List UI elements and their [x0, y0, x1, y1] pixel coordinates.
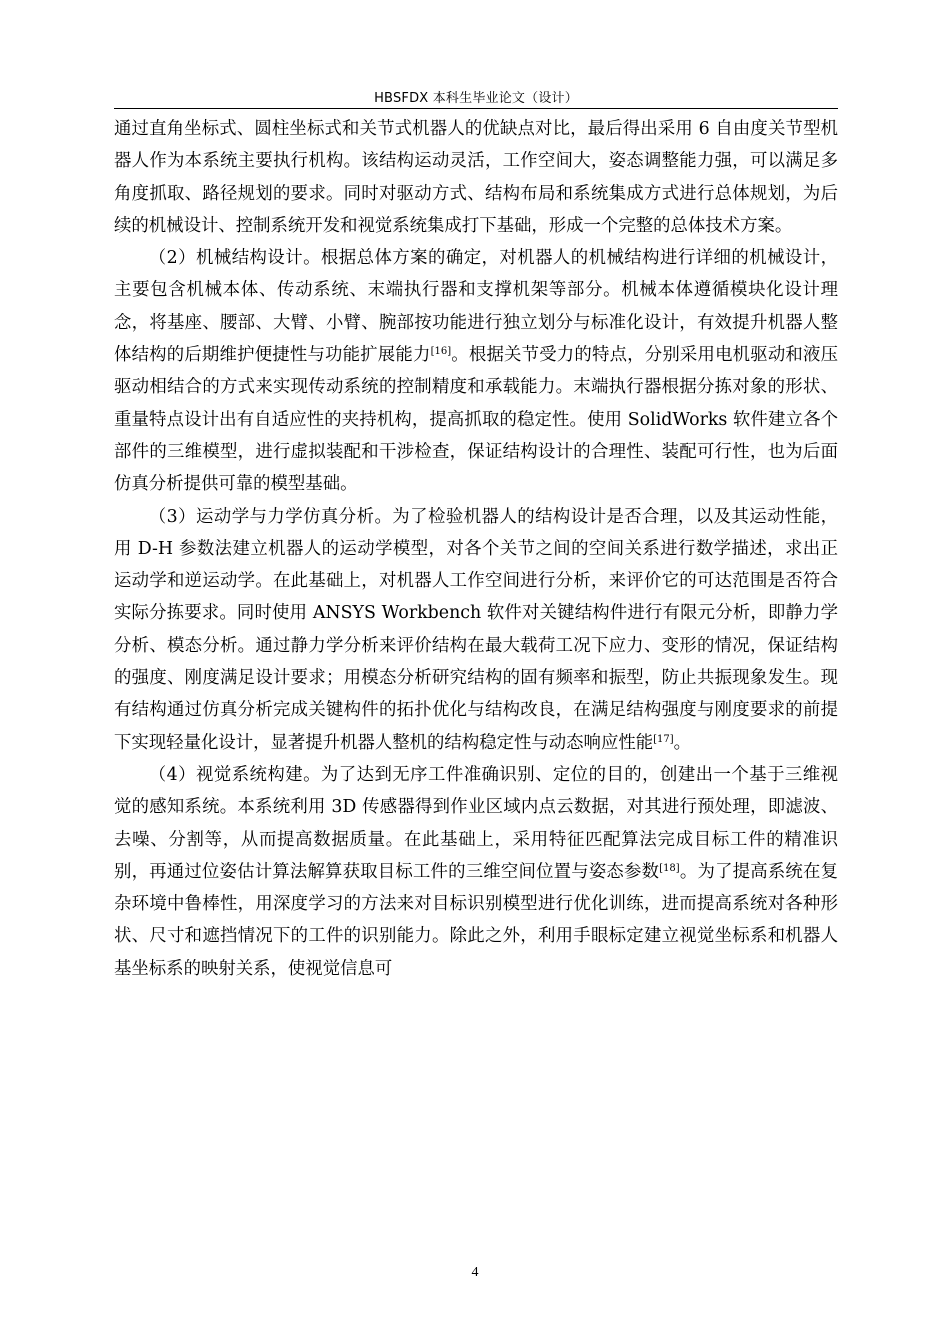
- paragraph-overall-scheme: 通过直角坐标式、圆柱坐标式和关节式机器人的优缺点对比，最后得出采用 6 自由度关节型机器人作为本系统主要执行机构。该结构运动灵活，工作空间大，姿态调整能力强，可以满足多角度抓取、路径规划的要求。同时对驱动方式、结构布局和系统集成方式进行总体规划，为后续的机械设计、控制系统开发和视觉系统集成打下基础，形成一个完整的总体技术方案。: [114, 119, 838, 236]
- paragraph-text: （4）视觉系统构建。为了达到无序工件准确识别、定位的目的，创建出一个基于三维视觉的感知系统。本系统利用 3D 传感器得到作业区域内点云数据，对其进行预处理，即滤波、去噪、分割等，从而提高数据质量。在此基础上，采用特征匹配算法完成目标工件的精准识别，再通过位姿估计算法解算获取目标工件的三维空间位置与姿态参数: [114, 764, 838, 882]
- citation-16: [16]: [430, 346, 452, 358]
- paragraph-vision-system: [114, 759, 838, 985]
- paragraph-kinematics-simulation: [114, 501, 838, 759]
- paragraph-text: 。为了提高系统在复杂环境中鲁棒性，用深度学习的方法来对目标识别模型进行优化训练，进而提高系统对各种形状、尺寸和遮挡情况下的工件的识别能力。除此之外，利用手眼标定建立视觉坐标系和机器人基坐标系的映射关系，使视觉信息可: [114, 861, 838, 979]
- paragraph-text: （3）运动学与力学仿真分析。为了检验机器人的结构设计是否合理，以及其运动性能，用 D-H 参数法建立机器人的运动学模型，对各个关节之间的空间关系进行数学描述，求出正运动学和逆运动学。在此基础上，对机器人工作空间进行分析，来评价它的可达范围是否符合实际分拣要求。同时使用 ANSYS Workbench 软件对关键结构件进行有限元分析，即静力学分析、模态分析。通过静力学分析来评价结构在最大载荷工况下应力、变形的情况，保证结构的强度、刚度满足设计要求；用模态分析研究结构的固有频率和振型，防止共振现象发生。现有结构通过仿真分析完成关键构件的拓扑优化与结构改良，在满足结构强度与刚度要求的前提下实现轻量化设计，显著提升机器人整机的结构稳定性与动态响应性能: [114, 506, 838, 753]
- paragraph-text: 。: [673, 732, 692, 753]
- citation-18: [18]: [659, 862, 680, 874]
- paragraph-text: 。根据关节受力的特点，分别采用电机驱动和液压驱动相结合的方式来实现传动系统的控制精度和承载能力。末端执行器根据分拣对象的形状、重量特点设计出有自适应性的夹持机构，提高抓取的稳定性。使用 SolidWorks 软件建立各个部件的三维模型，进行虚拟装配和干涉检查，保证结构设计的合理性、装配可行性，也为后面仿真分析提供可靠的模型基础。: [114, 345, 838, 495]
- citation-17: [17]: [653, 733, 674, 745]
- body-text: [114, 113, 838, 985]
- page-number: 4: [471, 1265, 479, 1280]
- paragraph-text: （2）机械结构设计。根据总体方案的确定，对机器人的机械结构进行详细的机械设计，主要包含机械本体、传动系统、末端执行器和支撑机架等部分。机械本体遵循模块化设计理念，将基座、腰部、大臂、小臂、腕部按功能进行独立划分与标准化设计，有效提升机器人整体结构的后期维护便捷性与功能扩展能力: [114, 248, 838, 366]
- header-rule: [114, 108, 838, 109]
- page-header: HBSFDX 本科生毕业论文（设计）: [374, 91, 578, 106]
- paragraph-mechanical-design: [114, 242, 838, 500]
